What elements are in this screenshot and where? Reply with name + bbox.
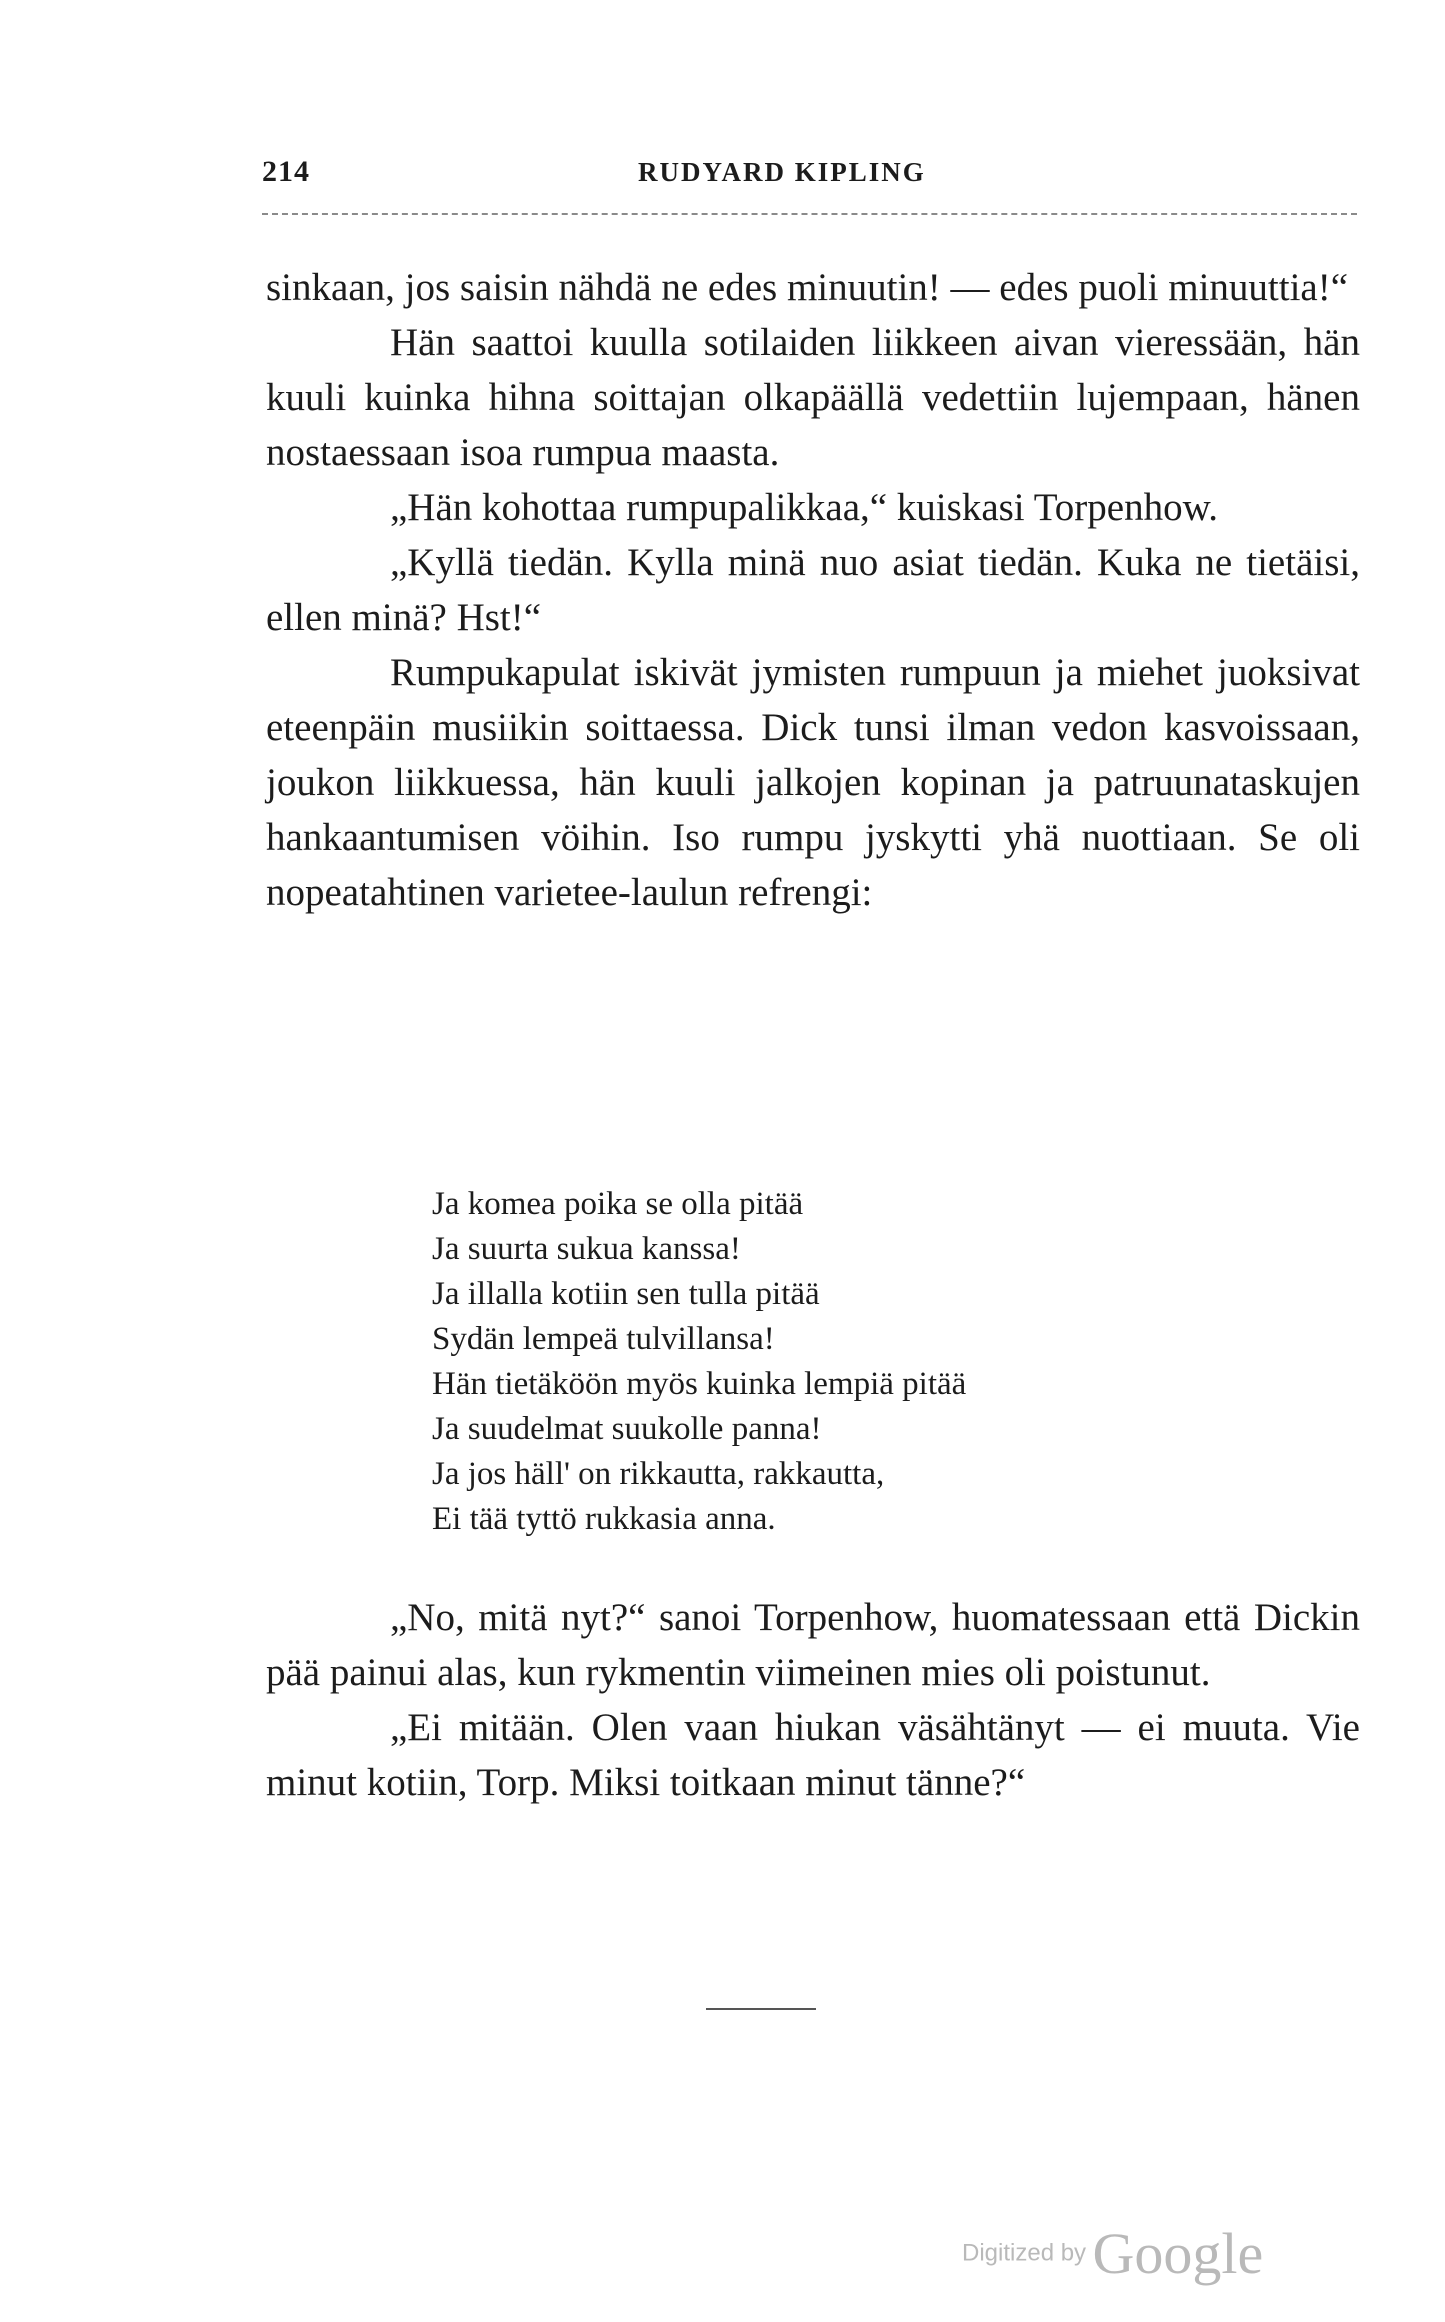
poem-line: Sydän lempeä tulvillansa! <box>432 1321 775 1357</box>
paragraph: „Kyllä tiedän. Kylla minä nuo asiat tiedän. Kuka ne tietäisi, ellen minä? Hst!“ <box>266 541 1360 639</box>
paragraph: Rumpukapulat iskivät jymisten rumpuun ja miehet juoksivat eteenpäin musiikin soittaessa. Dick tunsi ilman vedon kasvoissaan, joukon liikkuessa, hän kuuli jalkojen kopinan ja patruunataskujen hankaantumisen vöihin. Iso rumpu jyskytti yhä nuottiaan. Se oli nopeatahtinen varietee-laulun refrengi: <box>266 651 1360 914</box>
end-rule <box>706 2008 816 2010</box>
paragraph: Hän saattoi kuulla sotilaiden liikkeen aivan vieressään, hän kuuli kuinka hihna soittajan olkapäällä vedettiin lujempaan, hänen nostaessaan isoa rumpua maasta. <box>266 321 1360 474</box>
paragraph: sinkaan, jos saisin nähdä ne edes minuutin! — edes puoli minuuttia!“ <box>266 266 1349 309</box>
paragraph: „Hän kohottaa rumpupalikkaa,“ kuiskasi Torpenhow. <box>390 486 1218 529</box>
poem-line: Hän tietäköön myös kuinka lempiä pitää <box>432 1366 967 1402</box>
paragraph: „No, mitä nyt?“ sanoi Torpenhow, huomatessaan että Dickin pää painui alas, kun rykmentin viimeinen mies oli poistunut. <box>266 1596 1360 1694</box>
header-rule <box>262 213 1357 215</box>
poem-verse <box>432 1182 966 1542</box>
google-logo: Google <box>1092 2221 1264 2286</box>
page-number: 214 <box>262 155 310 188</box>
running-title: RUDYARD KIPLING <box>638 157 926 187</box>
digitized-watermark <box>962 2220 1263 2287</box>
poem-line: Ei tää tyttö rukkasia anna. <box>432 1501 776 1537</box>
paragraph: „Ei mitään. Olen vaan hiukan väsähtänyt — ei muuta. Vie minut kotiin, Torp. Miksi toitkaan minut tänne?“ <box>266 1706 1360 1804</box>
poem-line: Ja suurta sukua kanssa! <box>432 1231 741 1267</box>
poem-line: Ja jos häll' on rikkautta, rakkautta, <box>432 1456 885 1492</box>
poem-line: Ja suudelmat suukolle panna! <box>432 1411 822 1447</box>
poem-line: Ja illalla kotiin sen tulla pitää <box>432 1276 820 1312</box>
watermark-prefix: Digitized by <box>962 2239 1087 2267</box>
page-header <box>262 155 1360 203</box>
poem-line: Ja komea poika se olla pitää <box>432 1186 804 1222</box>
main-text <box>266 260 1360 920</box>
main-text-continued <box>266 1590 1360 1810</box>
